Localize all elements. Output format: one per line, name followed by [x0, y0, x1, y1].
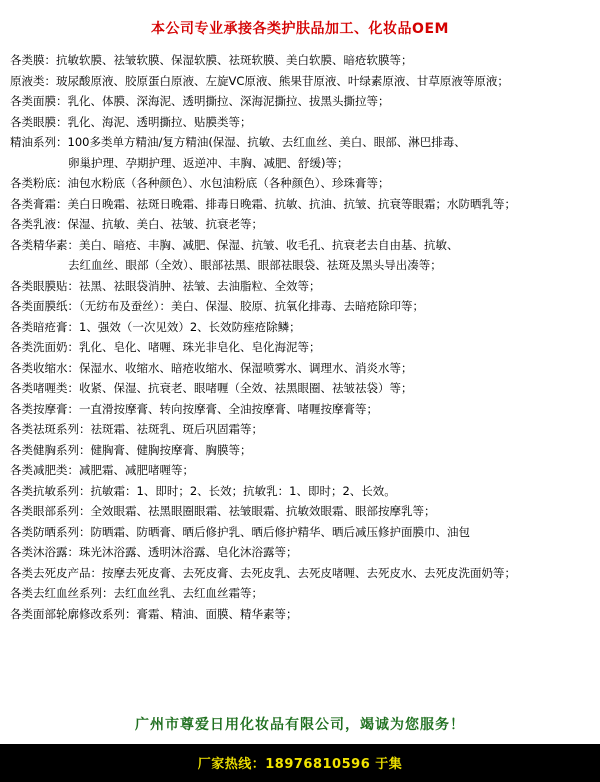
list-item: 各类减肥类：减肥霜、减肥啫喱等；: [10, 463, 194, 477]
list-item: 原液类：玻尿酸原液、胶原蛋白原液、左旋VC原液、熊果苷原液、叶绿素原液、甘草原液等原液；: [10, 73, 509, 88]
list-item: 各类面膜：乳化、体膜、深海泥、透明撕拉、深海泥撕拉、拔黑头撕拉等；: [10, 94, 390, 108]
list-item: 精油系列：100多类单方精油/复方精油(保湿、抗敏、去红血丝、美白、眼部、淋巴排毒、: [10, 135, 466, 149]
list-item: 各类啫喱类：收紧、保湿、抗衰老、眼啫喱（全效、祛黑眼圈、祛皱祛袋）等；: [10, 381, 413, 395]
list-item: 各类去死皮产品：按摩去死皮膏、去死皮膏、去死皮乳、去死皮啫喱、去死皮水、去死皮洗面奶等；: [10, 565, 516, 580]
page-title: 本公司专业承接各类护肤品加工、化妆品OEM: [151, 21, 449, 37]
list-item: 各类眼膜贴：祛黑、祛眼袋消肿、祛皱、去油脂粒、全效等；: [10, 278, 321, 293]
page-footer: [0, 714, 600, 782]
list-item: 各类沐浴露：珠光沐浴露、透明沐浴露、皂化沐浴露等；: [10, 545, 298, 559]
list-item: 各类收缩水：保湿水、收缩水、暗疮收缩水、保湿喷雾水、调理水、消炎水等；: [10, 360, 413, 375]
list-item: 各类粉底：油包水粉底（各种颜色）、水包油粉底（各种颜色）、珍珠膏等；: [10, 176, 390, 190]
company-slogan: 广州市尊爱日用化妆品有限公司，竭诚为您服务！: [135, 717, 465, 733]
list-item-continuation: 卵巢护理、孕期护理、返逆冲、丰胸、减肥、舒缓)等；: [68, 155, 349, 170]
list-item: 各类按摩膏：一直滑按摩膏、转向按摩膏、全油按摩膏、啫喱按摩膏等；: [10, 401, 378, 416]
list-item: 各类眼部系列：全效眼霜、祛黑眼圈眼霜、祛皱眼霜、抗敏效眼霜、眼部按摩乳等；: [10, 504, 436, 518]
list-item: 各类抗敏系列：抗敏霜：1、即时；2、长效；抗敏乳：1、即时；2、长效。: [10, 483, 396, 498]
hotline-bar: 厂家热线：18976810596 于集: [0, 744, 600, 782]
list-item: 各类面膜纸：（无纺布及蚕丝）：美白、保湿、胶原、抗氧化排毒、去暗疮除印等；: [10, 299, 424, 313]
list-item: 各类暗疮膏：1、强效（一次见效）2、长效防痤疮除鳞；: [10, 319, 301, 334]
list-item: 各类健胸系列：健胸膏、健胸按摩膏、胸膜等；: [10, 442, 252, 457]
list-item-continuation: 去红血丝、眼部（全效）、眼部祛黑、眼部祛眼袋、祛斑及黑头导出凑等；: [68, 258, 442, 272]
list-item: 各类去红血丝系列：去红血丝乳、去红血丝霜等；: [10, 586, 263, 600]
list-item: 各类膜：抗敏软膜、祛皱软膜、保湿软膜、祛斑软膜、美白软膜、暗疮软膜等；: [10, 53, 413, 67]
list-item: 各类洗面奶：乳化、皂化、啫喱、珠光非皂化、皂化海泥等；: [10, 340, 321, 354]
list-item: 各类防晒系列：防晒霜、防晒膏、晒后修护乳、晒后修护精华、晒后减压修护面膜巾、油包: [10, 524, 470, 539]
list-item: 各类眼膜：乳化、海泥、透明撕拉、贴膜类等；: [10, 114, 252, 129]
list-item: 各类精华素：美白、暗疮、丰胸、减肥、保湿、抗皱、收毛孔、抗衰老去自由基、抗敏、: [10, 237, 459, 252]
list-item: 各类乳液：保湿、抗敏、美白、祛皱、抗衰老等；: [10, 217, 263, 231]
list-item: 各类祛斑系列：祛斑霜、祛斑乳、斑后巩固霜等；: [10, 422, 263, 436]
list-item: 各类面部轮廓修改系列：膏霜、精油、面膜、精华素等；: [10, 606, 298, 621]
list-item: 各类膏霜：美白日晚霜、祛斑日晚霜、排毒日晚霜、抗敏、抗油、抗皱、抗衰等眼霜；水防晒乳等；: [10, 196, 516, 211]
product-list: [0, 50, 600, 624]
